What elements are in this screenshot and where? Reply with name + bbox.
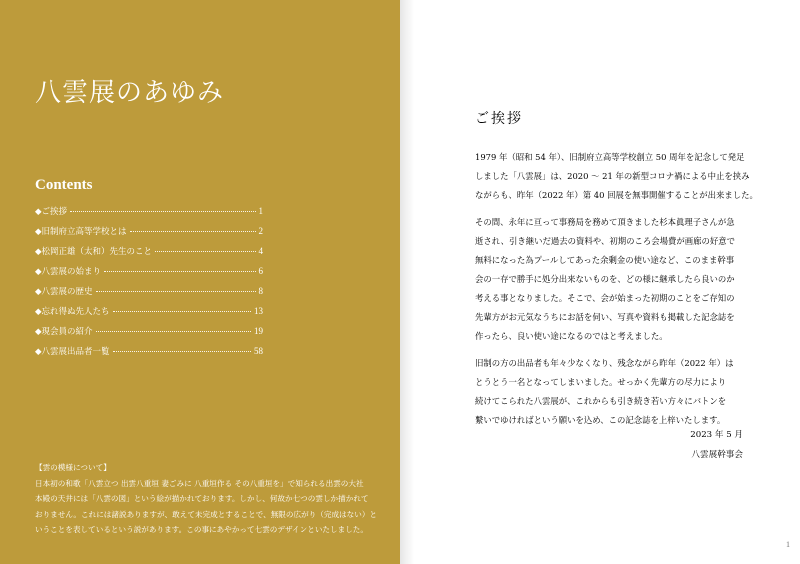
toc-leader-dots (113, 350, 251, 352)
toc-leader-dots (96, 330, 251, 332)
toc-item-page: 6 (258, 266, 263, 276)
text-line: 1979 年（昭和 54 年）、旧制府立高等学校創立 50 周年を記念して発足 (475, 152, 745, 162)
greeting-title: ご挨拶 (475, 111, 523, 127)
text-line: しました「八雲展」は、2020 ～ 21 年の新型コロナ禍による中止を挟み (475, 171, 750, 181)
text-line: 会の一存で勝手に処分出来ないものを、どの様に継承したら良いのか (475, 274, 735, 284)
toc-item-label: ◆旧制府立高等学校とは (35, 227, 127, 237)
text-line: 考える事となりました。そこで、会が始まった初期のことをご存知の (475, 293, 735, 303)
toc-item[interactable] (35, 225, 263, 245)
note-line: 本殿の天井には「八雲の図」という絵が描かれております。しかし、何故か七つの雲しか描かれて (35, 494, 369, 503)
text-line: 逝され、引き継いだ過去の資料や、初期のころ会場費が画廊の好意で (475, 236, 735, 246)
greeting-paragraph (475, 148, 775, 205)
text-line: とうとう一名となってしまいました。せっかく先輩方の尽力により (475, 377, 727, 387)
toc-item-page: 1 (258, 206, 263, 216)
note-line: いうことを表しているという説があります。この事にあやかって七雲のデザインといたしました。 (35, 525, 368, 534)
page-spine-shadow (400, 0, 414, 564)
greeting-body (475, 148, 775, 438)
toc-item-label: ◆八雲展出品者一覧 (35, 347, 110, 357)
toc-leader-dots (70, 210, 255, 212)
contents-heading: Contents (35, 177, 93, 193)
toc-leader-dots (155, 250, 255, 252)
toc-item-label: ◆ご挨拶 (35, 207, 68, 217)
toc-item-label: ◆松岡正雄（太和）先生のこと (35, 247, 153, 257)
toc-item-page: 2 (258, 226, 263, 236)
toc-item-label: ◆八雲展の始まり (35, 267, 102, 277)
note-line: 日本初の和歌「八雲立つ 出雲八重垣 妻ごみに 八重垣作る その八重垣を」で知られる出雲の大社 (35, 478, 364, 488)
toc-item-label: ◆忘れ得ぬ先人たち (35, 307, 110, 317)
text-line: ながらも、昨年（2022 年）第 40 回展を無事開催することが出来ました。 (475, 190, 758, 200)
date-line: 2023 年 5 月 (690, 430, 743, 440)
toc-leader-dots (113, 310, 251, 312)
text-line: その間、永年に亘って事務局を務めて頂きました杉本眞理子さんが急 (475, 217, 735, 227)
toc-item[interactable] (35, 305, 263, 325)
cloud-pattern-note (35, 460, 378, 538)
text-line: 先輩方がお元気なうちにお話を伺い、写真や資料も掲載した記念誌を (475, 312, 735, 322)
toc-item[interactable] (35, 265, 263, 285)
toc-leader-dots (104, 270, 255, 272)
greeting-paragraph (475, 213, 775, 346)
toc-item-page: 13 (254, 306, 263, 316)
toc-item[interactable] (35, 285, 263, 305)
signature: 八雲展幹事会 (691, 450, 743, 460)
text-line: 作ったら、良い使い途になるのではと考えました。 (475, 331, 668, 341)
toc-item[interactable] (35, 345, 263, 365)
greeting-paragraph (475, 354, 775, 430)
toc-item-page: 58 (254, 346, 263, 356)
text-line: 繋いでゆければという願いを込め、この記念誌を上梓いたします。 (475, 415, 726, 425)
toc-item-page: 4 (258, 246, 263, 256)
toc-item[interactable] (35, 325, 263, 345)
note-line: おりません。これには諸説ありますが、敢えて未完成とすることで、無限の広がり（完成はない）と (35, 509, 378, 519)
text-line: 旧制の方の出品者も年々少なくなり、残念ながら昨年（2022 年）は (475, 358, 734, 368)
toc-item-page: 8 (258, 286, 263, 296)
text-line: 無料になった為プールしてあった余剰金の使い途など、このまま幹事 (475, 255, 735, 265)
page-title: 八雲展のあゆみ (35, 78, 225, 108)
text-line: 続けてこられた八雲展が、これからも引き続き若い方々にバトンを (475, 396, 727, 406)
toc-item-page: 19 (254, 326, 263, 336)
toc-item-label: ◆八雲展の歴史 (35, 287, 93, 297)
toc-leader-dots (96, 290, 256, 292)
toc-item[interactable] (35, 205, 263, 225)
toc-leader-dots (130, 230, 256, 232)
toc-item-label: ◆現会員の紹介 (35, 327, 93, 337)
page-number: 1 (786, 540, 790, 549)
note-heading: 【雲の模様について】 (35, 463, 111, 472)
toc-item[interactable] (35, 245, 263, 265)
table-of-contents (35, 205, 263, 365)
